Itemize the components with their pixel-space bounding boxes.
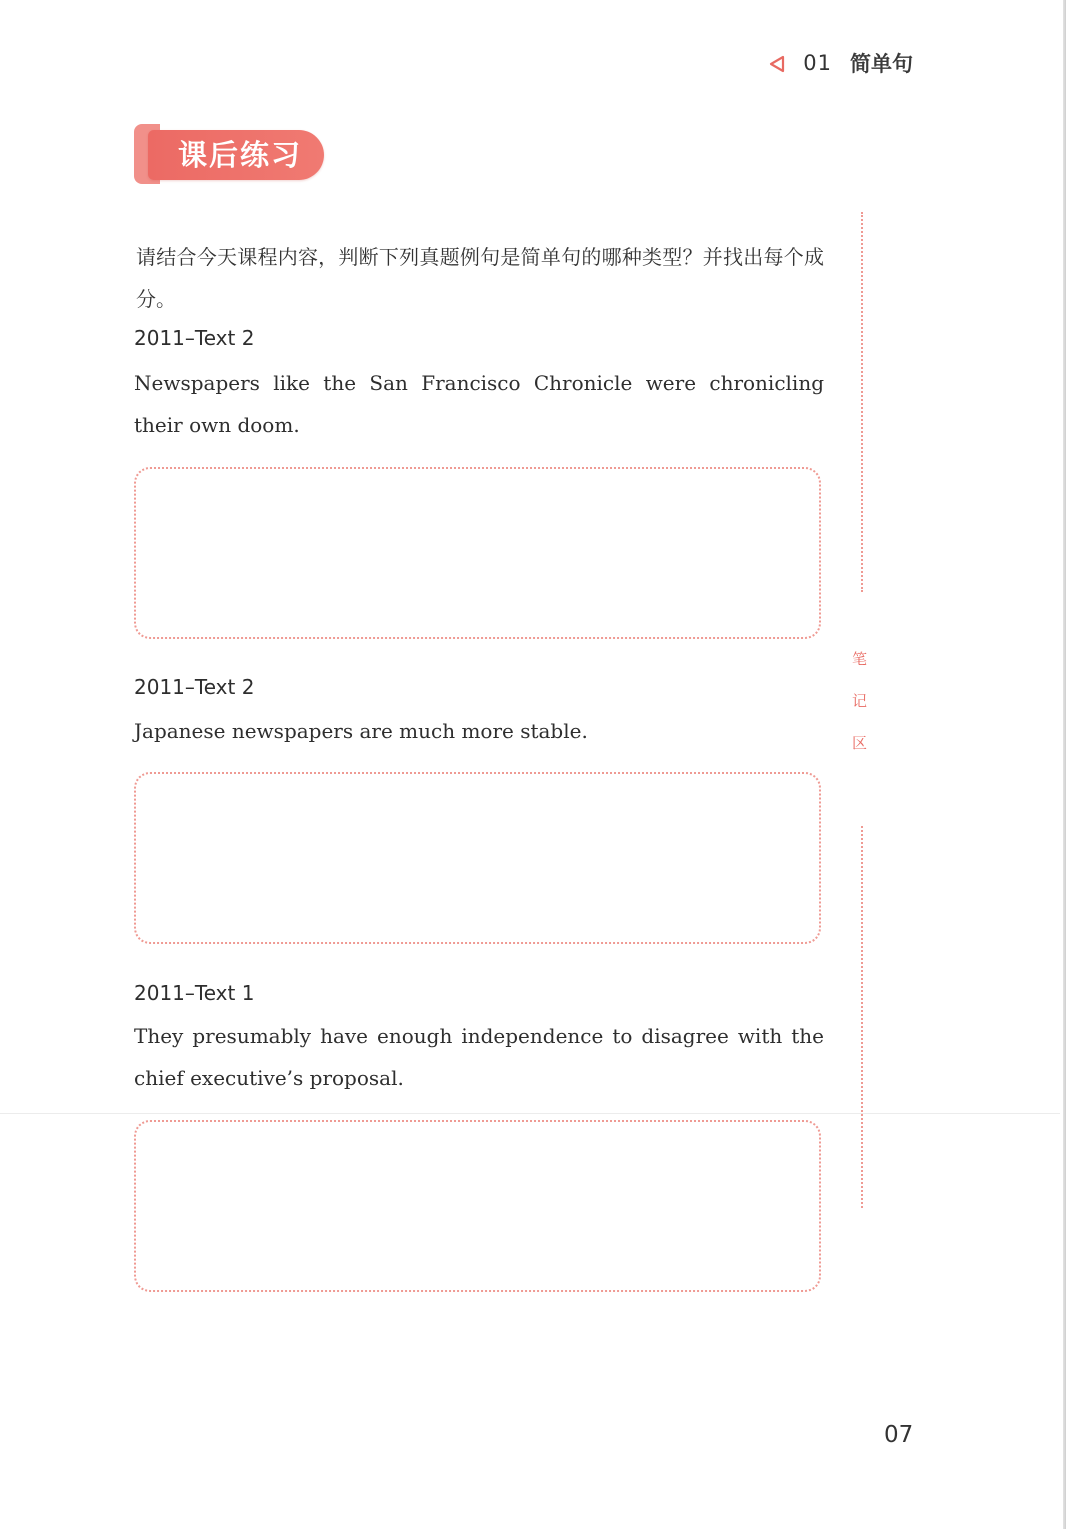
chapter-title: 简单句 (850, 52, 913, 76)
chapter-number: 01 (803, 51, 832, 75)
notes-rail-top (861, 212, 863, 592)
exercise-1-source: 2011–Text 2 (134, 326, 255, 350)
page-edge (1063, 0, 1066, 1529)
exercise-1-answer-box[interactable] (134, 467, 821, 639)
exercise-3-source: 2011–Text 1 (134, 981, 255, 1005)
exercise-3-sentence: They presumably have enough independence to disagree with the chief executive’s proposal. (134, 1024, 824, 1090)
notes-label-char-1: 笔 (852, 650, 868, 668)
exercise-2-sentence: Japanese newspapers are much more stable. (134, 719, 588, 743)
exercise-2-answer-box[interactable] (134, 772, 821, 944)
section-title: 课后练习 (178, 138, 303, 172)
scan-fold-line (0, 1113, 1060, 1114)
triangle-left-icon (769, 54, 785, 72)
exercise-2-source: 2011–Text 2 (134, 675, 255, 699)
chapter-header (769, 48, 913, 78)
notes-rail-bottom (861, 826, 863, 1208)
page-number: 07 (884, 1422, 914, 1448)
notes-label-char-3: 区 (852, 734, 868, 752)
exercise-3-answer-box[interactable] (134, 1120, 821, 1292)
section-badge (134, 124, 324, 184)
exercise-1-sentence: Newspapers like the San Francisco Chronicle were chronicling their own doom. (134, 371, 824, 437)
notes-label-char-2: 记 (852, 692, 868, 710)
instruction-text: 请结合今天课程内容，判断下列真题例句是简单句的哪种类型？并找出每个成分。 (136, 245, 824, 311)
